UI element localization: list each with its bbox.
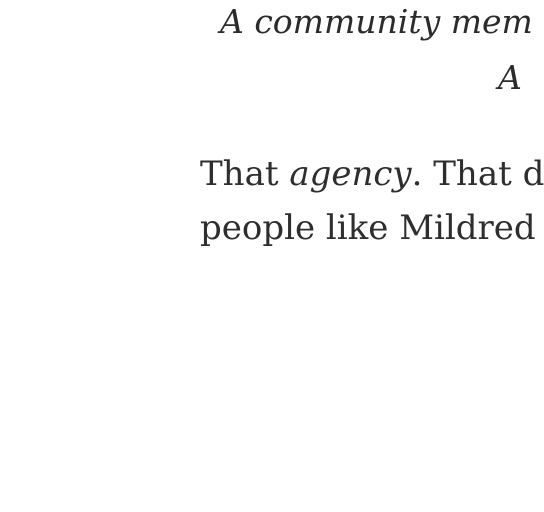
body-paragraph-line-2: people like Mildred xyxy=(200,208,536,248)
body-paragraph-line-1 xyxy=(200,152,544,196)
emphasized-word: agency xyxy=(289,154,412,194)
body-text-segment: That xyxy=(200,154,290,194)
figure-caption-line-1: A community mem xyxy=(220,2,533,41)
body-text-segment: . That d xyxy=(411,154,544,194)
figure-caption-line-2: A xyxy=(498,58,522,97)
